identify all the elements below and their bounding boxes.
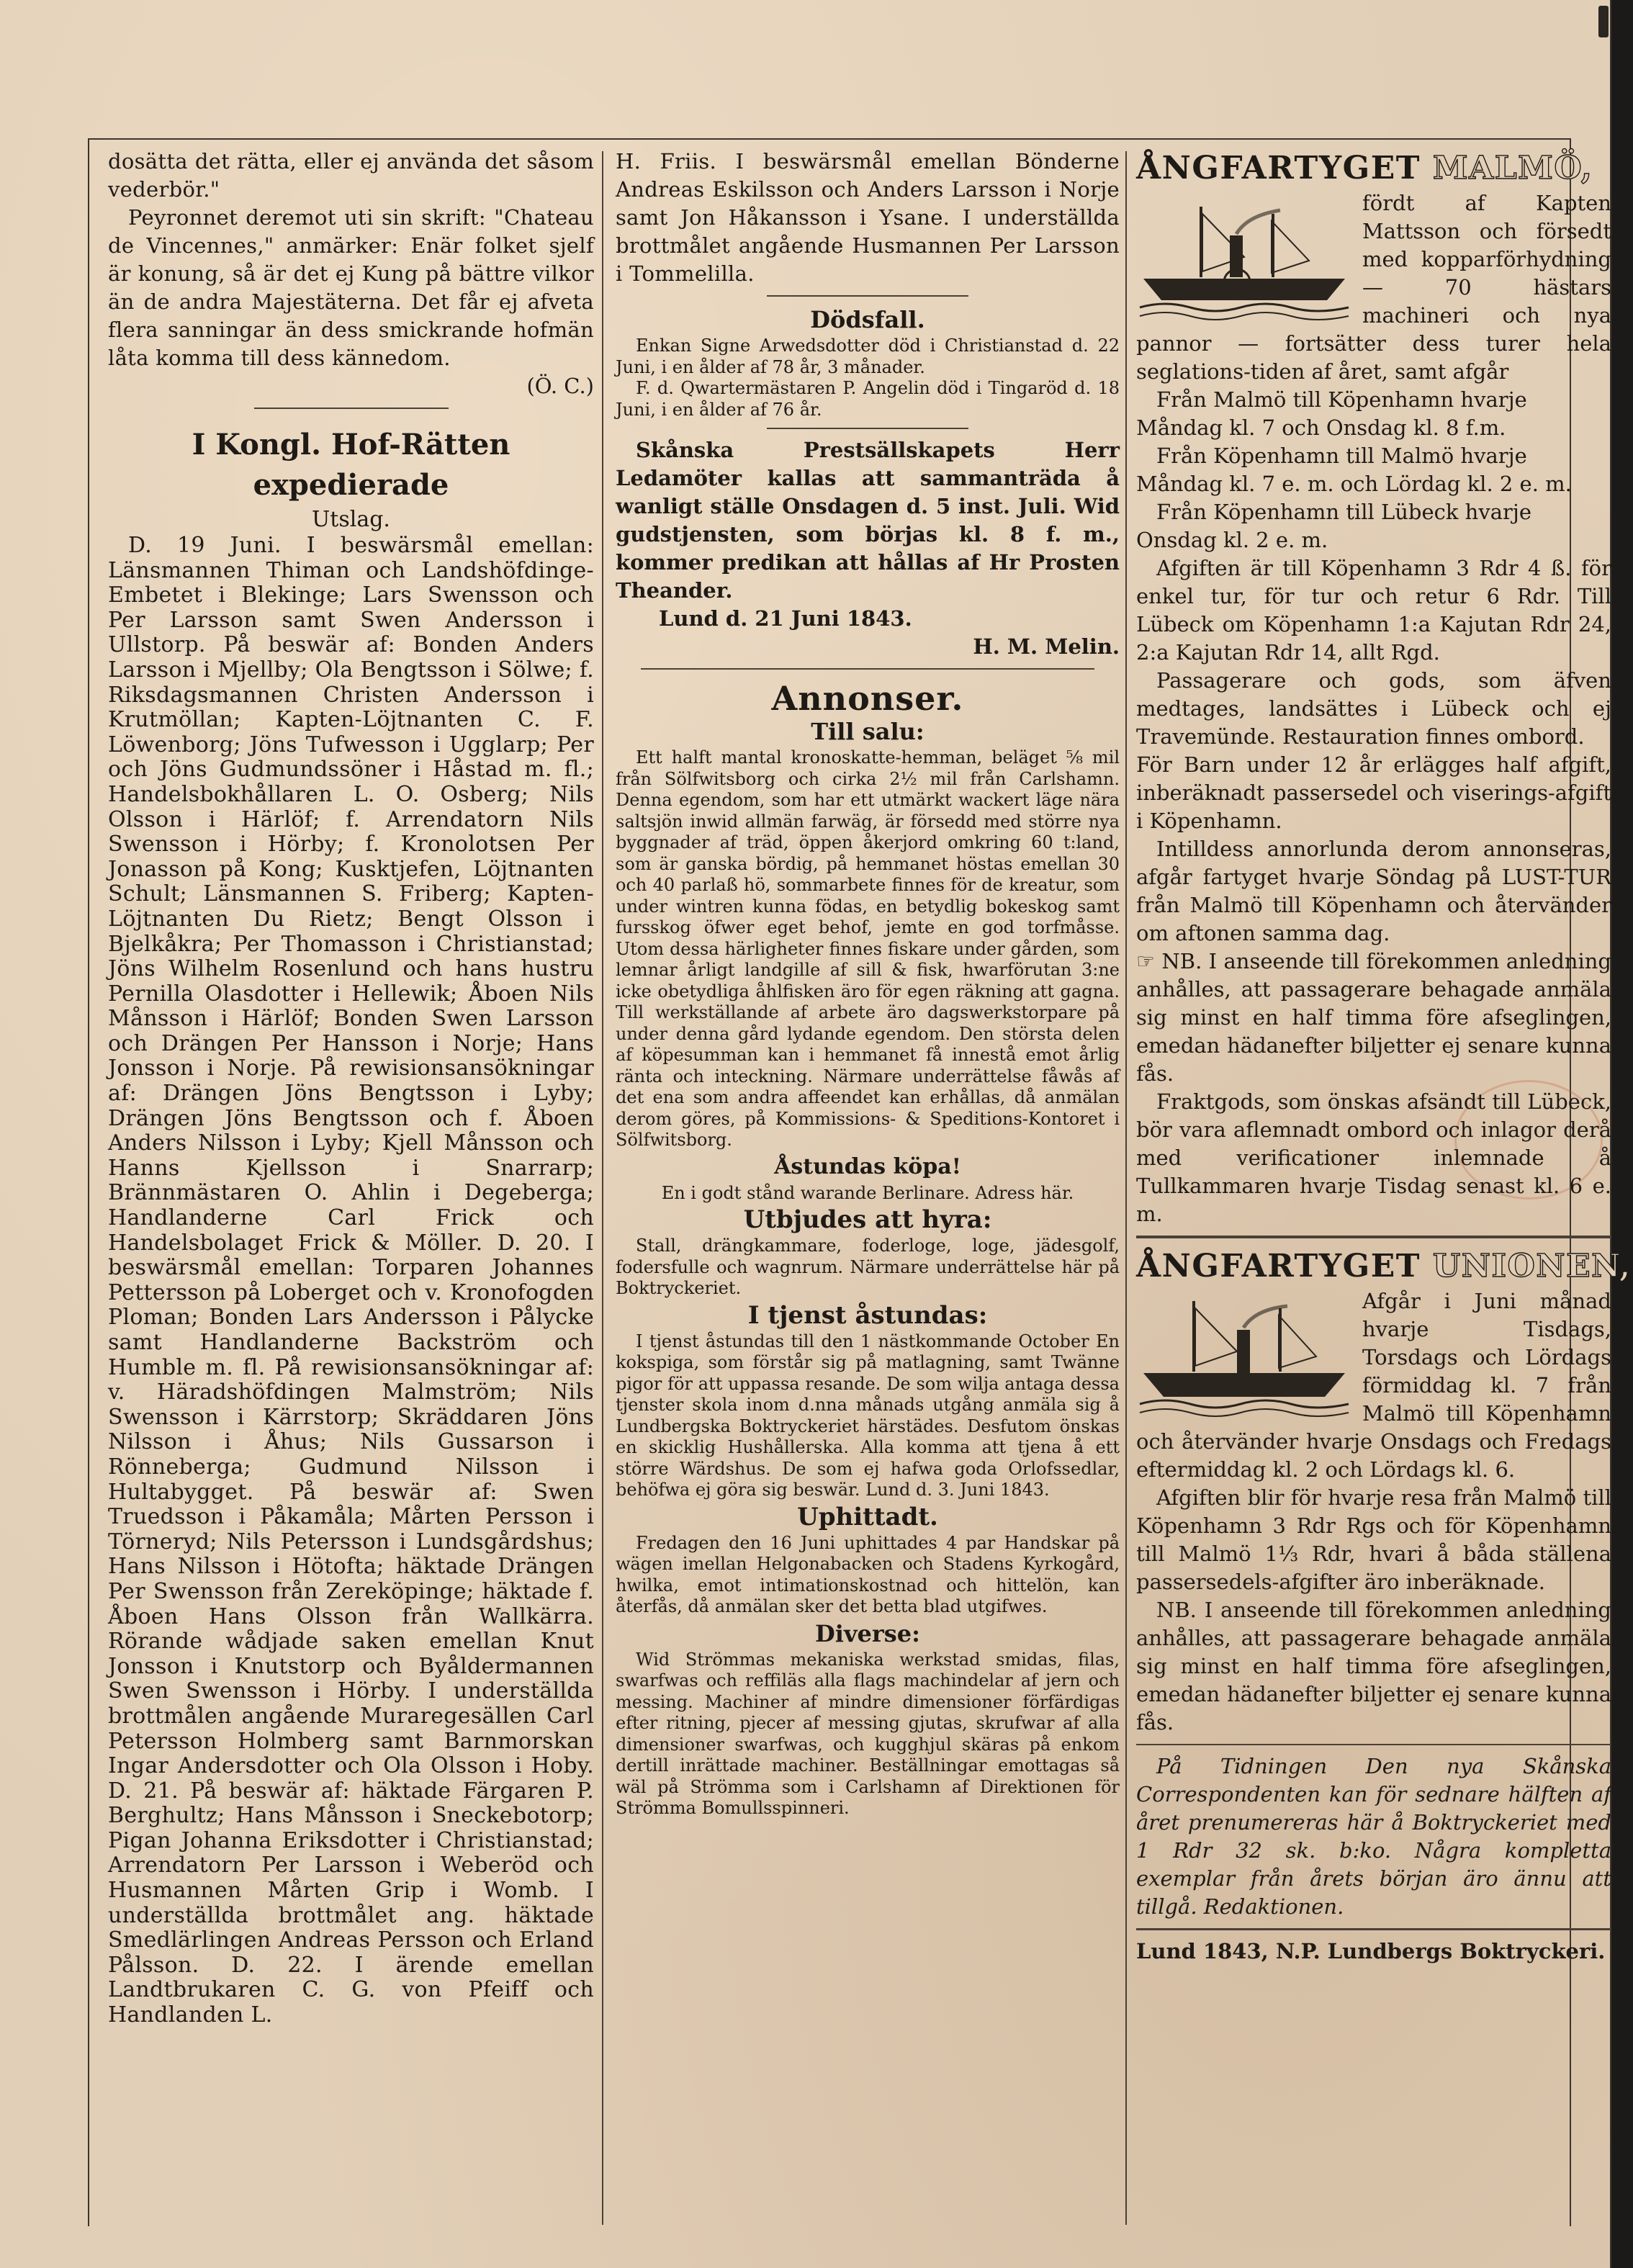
divider	[1136, 1928, 1611, 1930]
divider	[1136, 1236, 1611, 1238]
steamship-icon	[1136, 1290, 1352, 1420]
ship1-description: fördt af Kapten Mattsson och försedt med kopparförhydning — 70 hästars machineri och nya pannor — fortsätter dess turer hela seglations-tiden af året, samt afgår	[1136, 191, 1611, 384]
deaths-heading: Dödsfall.	[810, 306, 925, 333]
intro-signature: (Ö. C.)	[526, 374, 594, 398]
binding-clip	[1598, 6, 1609, 37]
ship1-title-prefix: ÅNGFARTYGET	[1136, 150, 1433, 186]
ship2-description: Afgår i Juni månad hvarje Tisdags, Torsdags och Lördags förmiddag kl. 7 från Malmö till Köpenhamn och återvänder hvarje Onsdags och Fredags eftermiddag kl. 2 och Lördags kl. 6.	[1136, 1289, 1611, 1482]
meeting-signature: H. M. Melin.	[973, 634, 1120, 659]
misc-heading: Diverse:	[815, 1619, 920, 1647]
column-rule-2	[1125, 151, 1127, 2225]
meeting-place-date: Lund d. 21 Juni 1843.	[659, 606, 912, 631]
column-1	[108, 148, 594, 2028]
divider	[641, 668, 1094, 670]
divider	[767, 295, 968, 297]
ads-heading: Annonser.	[771, 679, 964, 718]
ship1-nb: ☞ NB. I anseende till förekommen anledning anhålles, att passagerare behagade anmäla sig minst en half timma före afseglingen, emedan hädanefter biljetter ej senare kunna fås.	[1136, 949, 1611, 1086]
sale-heading: Till salu:	[811, 718, 925, 745]
rent-text: Stall, drängkammare, foderloge, loge, jädesgolf, fodersfulle och wagnrum. Närmare underrättelse här på Boktryckeriet.	[616, 1236, 1120, 1298]
found-heading: Uphittadt.	[797, 1502, 938, 1531]
court-continuation: H. Friis. I beswärsmål emellan Bönderne Andreas Eskilsson och Anders Larsson i Norje samt Jon Håkansson i Ysane. I underställda brottmålet angående Husmannen Per Larsson i Tommelilla.	[616, 149, 1120, 286]
ship1-schedule-2: Från Köpenhamn till Malmö hvarje Måndag kl. 7 e. m. och Lördag kl. 2 e. m.	[1136, 444, 1572, 496]
service-heading: I tjenst åstundas:	[747, 1300, 988, 1330]
ship1-title	[1136, 148, 1611, 189]
found-text: Fredagen den 16 Juni uphittades 4 par Handskar på wägen imellan Helgonabacken och Stadens Kyrkogård, hwilka, emot intimationskostnad och hittelön, kan återfås, då anmälan sker det betta blad utgifwes.	[616, 1532, 1120, 1616]
wanted-text: En i godt stånd warande Berlinare. Adress här.	[661, 1182, 1074, 1203]
death-notice-2: F. d. Qwartermästaren P. Angelin död i Tingaröd d. 18 Juni, i en ålder af 76 år.	[616, 378, 1120, 420]
ship2-title	[1136, 1246, 1632, 1287]
court-heading: I Kongl. Hof-Rätten expedierade	[192, 428, 510, 502]
rent-heading: Utbjudes att hyra:	[743, 1205, 992, 1234]
intro-paragraph-1: dosätta det rätta, eller ej använda det såsom vederbör."	[108, 149, 594, 202]
ship2-fares: Afgiften blir för hvarje resa från Malmö till Köpenhamn 3 Rdr Rgs och för Köpenhamn till Malmö 1⅓ Rdr, hvari å båda ställena passersedels-afgifter äro inberäknade.	[1136, 1485, 1611, 1594]
meeting-notice: Skånska Prestsällskapets Herr Ledamöter kallas att sammanträda å wanligt ställe Onsdagen d. 5 inst. Juli. Wid gudstjensten, som börjas kl. 8 f. m., kommer predikan att hållas af Hr Prosten Theander.	[616, 438, 1120, 603]
imprint: Lund 1843, N.P. Lundbergs Boktryckeri.	[1136, 1939, 1606, 1963]
ship1-schedule-3: Från Köpenhamn till Lübeck hvarje Onsdag kl. 2 e. m.	[1136, 500, 1532, 552]
ship2-name: UNIONEN,	[1432, 1248, 1632, 1284]
column-rule-1	[602, 151, 603, 2225]
ship2-title-prefix: ÅNGFARTYGET	[1136, 1248, 1433, 1284]
ship1-name: MALMÖ,	[1432, 150, 1593, 186]
divider	[254, 408, 449, 409]
ship1-fares: Afgiften är till Köpenhamn 3 Rdr 4 ß. för enkel tur, för tur och retur 6 Rdr. Till Lübeck om Köpenhamn 1:a Kajutan Rdr 24, 2:a Kajutan Rdr 14, allt Rgd.	[1136, 556, 1611, 665]
court-text: D. 19 Juni. I beswärsmål emellan: Länsmannen Thiman och Landshöfdinge-Embetet i Blekinge; Lars Swensson och Per Larsson samt Swen Andersson i Ullstorp. På beswär af: Bonden Anders Larsson i Mjellby; Ola Bengtsson i Sölwe; f. Riksdagsmannen Christen Andersson i Krutmöllan; Kapten-Löjtnanten C. F. Löwenborg; Jöns Tufwesson i Ugglarp; Per och Jöns Gudmundssöner i Håstad m. fl.; Handelsbokhållaren L. O. Osberg; Nils Olsson i Härlöf; f. Arrendatorn Nils Swensson i Hörby; f. Kronolotsen Per Jonasson på Kong; Kusktjefen, Löjtnanten Schult; Länsmannen S. Friberg; Kapten-Löjtnanten Du Rietz; Bengt Olsson i Bjelkåkra; Per Thomasson i Christianstad; Jöns Wilhelm Rosenlund och hans hustru Pernilla Olasdotter i Hellewik; Åboen Nils Månsson i Härlöf; Bonden Swen Larsson och Drängen Per Hansson i Norje; Hans Jonsson i Norje. På rewisionsansökningar af: Drängen Jöns Bengtsson i Lyby; Drängen Jöns Bengtsson och f. Åboen Anders Nilsson i Lyby; Kjell Månsson och Hanns Kjellsson i Snarrarp; Brännmästaren O. Ahlin i Degeberga; Handlanderne Carl Frick och Handelsbolaget Frick & Möller. D. 20. I beswärsmål emellan: Torparen Johannes Pettersson på Loberget och v. Kronofogden Ploman; Bonden Lars Andersson i Pålycke samt Handlanderne Backström och Humble m. fl. På rewisionsansökningar af: v. Häradshöfdingen Malmström; Nils Swensson i Kärrstorp; Skräddaren Jöns Nilsson i Åhus; Nils Gussarson i Rönneberga; Gudmund Nilsson i Hultabygget. På beswär af: Swen Truedsson i Påkamåla; Mårten Persson i Törneryd; Nils Petersson i Lundsgårdshus; Hans Nilsson i Hötofta; häktade Drängen Per Swensson från Zereköpinge; häktade f. Åboen Hans Olsson från Wallkärra. Rörande wådjade saken emellan Knut Jonsson i Knutstorp och Byåldermannen Swen Swensson i Hörby. I underställda brottmålen angående Muraregesällen Carl Petersson Holmberg samt Barnmorskan Ingar Andersdotter och Ola Olsson i Hoby. D. 21. På beswär af: häktade Färgaren P. Berghultz; Hans Månsson i Sneckebotorp; Pigan Johanna Eriksdotter i Christianstad; Arrendatorn Per Larsson i Weberöd och Husmannen Mårten Grip i Womb. I underställda brottmålet ang. häktade Smedlärlingen Andreas Persson och Erland Pålsson. D. 22. I ärende emellan Landtbrukaren C. G. von Pfeiff och Handlanden L.	[108, 533, 594, 2028]
ship1-freight: Fraktgods, som önskas afsändt till Lübeck, bör vara aflemnadt ombord och inlagor derå med verificationer inlemnade å Tullkammaren hvarje Tisdag senast kl. 6 e. m.	[1136, 1089, 1611, 1226]
steamship-icon	[1136, 192, 1352, 322]
column-3	[1136, 148, 1632, 1966]
sale-text: Ett halft mantal kronoskatte-hemman, beläget ⅝ mil från Sölfwitsborg och cirka 2½ mil från Carlshamn. Denna egendom, som har ett utmärkt wackert läge nära saltsjön inwid allmän farwäg, är försedd med större nya byggnader af träd, öppen åkerjord omkring 60 t:land, som är ganska bördig, på hemmanet höstas emellan 30 och 40 parlaß hö, sommarbete finnes för de kreatur, som under wintren kunna födas, en betydlig bokeskog samt fursskog öfwer eget behof, jemte en god torfmåsse. Utom dessa härligheter finnes fiskare under gården, som lemnar årligt landgille af sill & fisk, hwarförutan 3:ne icke obetydliga åhlfisken äro för egen räkning att gagna. Till werkställande af arbete äro dagswerkstorpare på under denna gård lydande egendom. Den största delen af köpesumman kan i hemmanet få innestå emot årlig ränta och inteckning. Närmare underrättelse fåwås af det ena som andra affeendet kan erhållas, då anmälan derom göres, på Kommissions- & Speditions-Kontoret i Sölfwitsborg.	[616, 747, 1120, 1150]
court-subheading: Utslag.	[312, 507, 390, 532]
misc-text: Wid Strömmas mekaniska werkstad smidas, filas, swarfwas och reffiläs alla flags machindelar af jern och messing. Machiner af mindre dimensioner förfärdigas efter ritning, pjecer af messing gjutas, skrufwar af alla dimensioner swarfwas, och kugghjul skäras på enkom dertill inrättade machiner. Beställningar emottagas så wäl på Strömma som i Carlshamn af Direktionen för Strömma Bomullsspinneri.	[616, 1649, 1120, 1818]
ship1-passengers: Passagerare och gods, som äfven medtages, landsättes i Lübeck och ej Travemünde. Restauration finnes ombord.	[1136, 668, 1611, 749]
ship2-nb: NB. I anseende till förekommen anledning anhålles, att passagerare behagade anmäla sig minst en half timma före afseglingen, emedan hädanefter biljetter ej senare kunna fås.	[1136, 1598, 1611, 1734]
divider	[1136, 1744, 1611, 1745]
death-notice-1: Enkan Signe Arwedsdotter död i Christianstad d. 22 Juni, i en ålder af 78 år, 3 månader.	[616, 336, 1120, 377]
ship1-schedule-1: Från Malmö till Köpenhamn hvarje Måndag kl. 7 och Onsdag kl. 8 f.m.	[1136, 387, 1527, 440]
divider	[767, 428, 968, 429]
scan-edge	[1611, 0, 1633, 2268]
intro-paragraph-2: Peyronnet deremot uti sin skrift: "Chateau de Vincennes," anmärker: Enär folket sjelf är konung, så är det ej Kung på bättre vilkor än de andra Majestäterna. Det får ej afveta flera sanningar än dess smickrande hofmän låta komma till dess kännedom.	[108, 205, 594, 370]
subscription-notice: På Tidningen Den nya Skånska Correspondenten kan för sednare hälften af året prenumereras här å Boktryckeriet med 1 Rdr 32 sk. b:ko. Några kompletta exemplar från årets början äro ännu att tillgå. Redaktionen.	[1136, 1754, 1611, 1919]
service-text: I tjenst åstundas till den 1 nästkommande October En kokspiga, som förstår sig på matlagning, samt Twänne pigor för att uppassa resande. De som wilja antaga dessa tjenster skola inom d.nna månads utgång anmäla sig å Lundbergska Boktryckeriet härstädes. Desfutom önskas en skicklig Hushållerska. Alla komma att tjena å ett större Wärdshus. De som ej hafwa goda Orlofssedlar, behöfwa ej göra sig beswär. Lund d. 3. Juni 1843.	[616, 1331, 1120, 1500]
ship1-children: För Barn under 12 år erlägges half afgift, inberäknadt passersedel och viserings-afgift i Köpenhamn.	[1136, 752, 1611, 833]
column-2	[616, 148, 1120, 1819]
ship1-pleasure-tour: Intilldess annorlunda derom annonseras, afgår fartyget hvarje Söndag på LUST-TUR från Malmö till Köpenhamn och återvänder om aftonen samma dag.	[1136, 837, 1611, 945]
wanted-heading: Åstundas köpa!	[774, 1153, 961, 1179]
